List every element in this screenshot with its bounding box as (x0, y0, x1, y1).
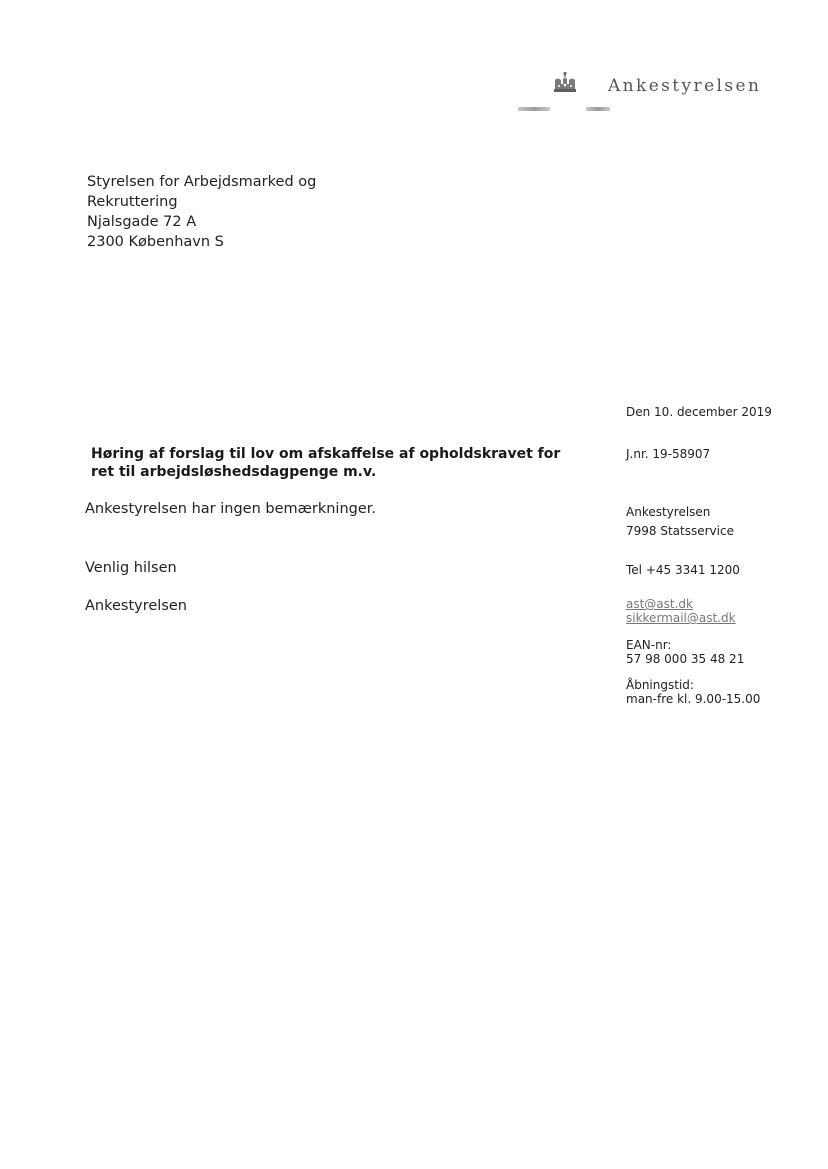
ean-value: 57 98 000 35 48 21 (626, 652, 745, 666)
recipient-line: Styrelsen for Arbejdsmarked og (87, 174, 317, 190)
opening-hours-value: man-fre kl. 9.00-15.00 (626, 692, 761, 706)
recipient-line: Njalsgade 72 A (87, 214, 197, 230)
logo-bar-right (586, 107, 610, 111)
journal-number: J.nr. 19-58907 (626, 447, 711, 461)
signature: Ankestyrelsen (85, 598, 187, 614)
ean-label: EAN-nr: (626, 638, 672, 652)
logo-bar-left (518, 107, 550, 111)
sender-address: 7998 Statsservice (626, 524, 734, 538)
opening-hours-label: Åbningstid: (626, 678, 694, 692)
recipient-line: Rekruttering (87, 194, 178, 210)
subject-line: ret til arbejdsløshedsdagpenge m.v. (91, 464, 377, 480)
recipient-address (87, 172, 316, 252)
body-statement: Ankestyrelsen har ingen bemærkninger. (85, 501, 377, 517)
email-link[interactable]: ast@ast.dk (626, 597, 694, 611)
sender-phone: Tel +45 3341 1200 (626, 563, 740, 577)
recipient-line: 2300 København S (87, 234, 224, 250)
letter-subject (91, 445, 571, 481)
subject-line: Høring af forslag til lov om afskaffelse af opholdskravet for (91, 446, 561, 462)
sender-org: Ankestyrelsen (626, 505, 711, 519)
closing-greeting: Venlig hilsen (85, 560, 177, 576)
secure-email-link[interactable]: sikkermail@ast.dk (626, 611, 736, 625)
letterhead-logo (516, 68, 796, 118)
letterhead-org-name: Ankestyrelsen (608, 76, 762, 96)
letter-date: Den 10. december 2019 (626, 405, 772, 419)
crown-icon (552, 71, 578, 97)
